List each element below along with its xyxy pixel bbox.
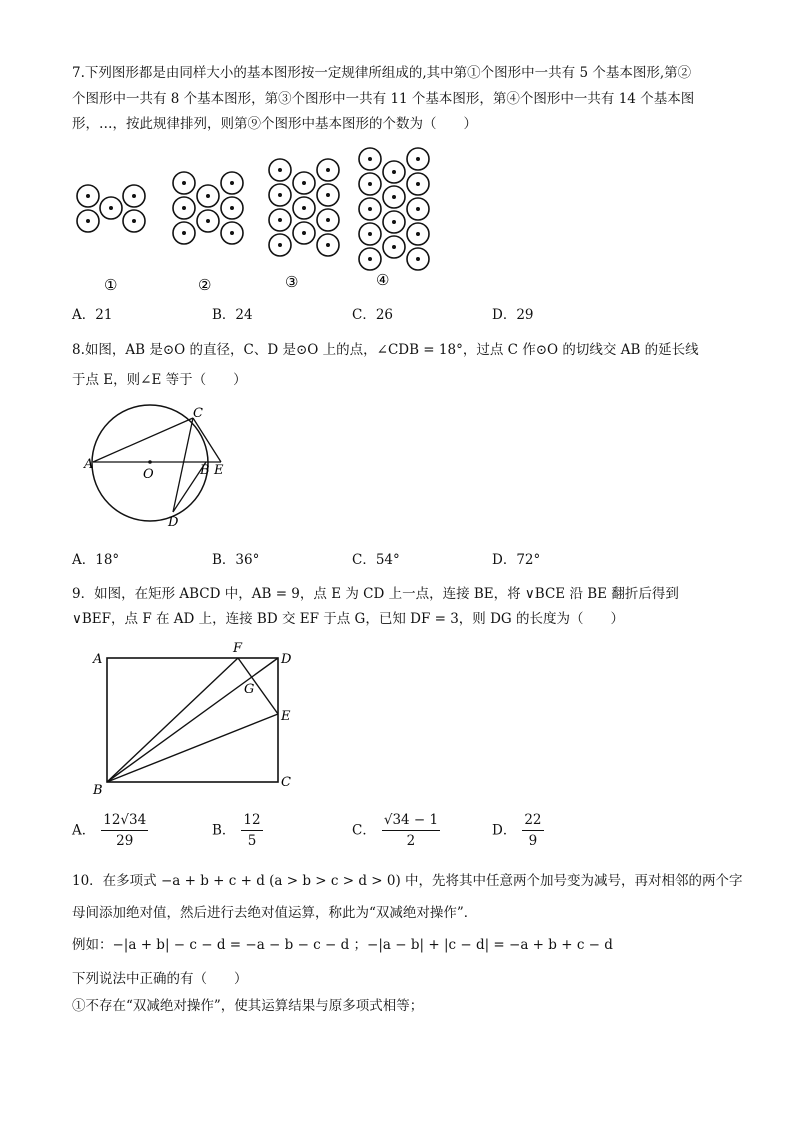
q8-circle-figure <box>80 404 240 534</box>
q9-label-d: D <box>281 652 292 667</box>
q7-text-line-3: 形，…，按此规律排列，则第⑨个图形中基本图形的个数为（ ） <box>72 116 477 132</box>
q10-text-line-1: 10．在多项式 −a + b + c + d (a > b > c > d > 0) 中，先将其中任意两个加号变为减号，再对相邻的两个字 <box>72 873 743 889</box>
q7-figure-label-2: ② <box>198 276 212 294</box>
q7-pattern-figure <box>66 140 446 300</box>
q9-option-c-denominator: 2 <box>406 833 416 849</box>
q7-text-line-2: 个图形中一共有 8 个基本图形，第③个图形中一共有 11 个基本图形，第④个图形中一共有 14 个基本图 <box>72 91 695 107</box>
q10-text-line-2: 母间添加绝对值，然后进行去绝对值运算，称此为“双减绝对操作”． <box>72 905 478 921</box>
q8-text-line-2: 于点 E，则∠E 等于（ ） <box>72 372 247 388</box>
q9-label-e: E <box>281 709 291 724</box>
q9-option-c: C． $\frac{√34 - 1}{2}$ <box>352 812 439 849</box>
q9-option-d-numerator: 22 <box>522 810 543 831</box>
q7-option-d: D．29 <box>492 307 534 323</box>
q9-option-a-denominator: 29 <box>116 833 134 849</box>
q7-figure-label-3: ③ <box>285 273 299 291</box>
q9-option-d: D． $\frac{22}{9}$ <box>492 812 542 849</box>
q8-label-e: E <box>214 463 224 478</box>
q9-label-f: F <box>233 641 243 656</box>
q8-label-c: C <box>193 406 203 421</box>
q7-option-c: C．26 <box>352 307 394 323</box>
q8-label-d: D <box>168 515 179 530</box>
q9-option-a-numerator: 12√34 <box>101 810 148 831</box>
q8-label-b: B <box>200 463 210 478</box>
q8-option-c: C．54° <box>352 552 400 568</box>
q10-text-line-4: 下列说法中正确的有（ ） <box>72 971 248 987</box>
q7-text-line-1: 7.下列图形都是由同样大小的基本图形按一定规律所组成的,其中第①个图形中一共有 5 个基本图形,第② <box>72 65 692 81</box>
q9-option-b: B． $\frac{12}{5}$ <box>212 812 261 849</box>
q8-label-a: A <box>84 457 94 472</box>
q9-label-b: B <box>93 783 103 796</box>
q9-option-a: A． $\frac{12√34}{29}$ <box>72 812 147 849</box>
q8-option-d: D．72° <box>492 552 541 568</box>
q9-label-a: A <box>93 652 103 667</box>
q10-statement-1: ①不存在“双减绝对操作”，使其运算结果与原多项式相等； <box>72 998 424 1014</box>
q8-text-line-1: 8.如图，AB 是⊙O 的直径，C、D 是⊙O 上的点，∠CDB = 18°，过点 C 作⊙O 的切线交 AB 的延长线 <box>72 342 699 358</box>
q8-label-o: O <box>143 467 154 482</box>
q7-figure-label-1: ① <box>104 276 118 294</box>
q9-text-line-1: 9．如图，在矩形 ABCD 中，AB = 9，点 E 为 CD 上一点，连接 BE，将 ∨BCE 沿 BE 翻折后得到 <box>72 586 679 602</box>
q7-figure-label-4: ④ <box>376 271 390 289</box>
q9-label-g: G <box>244 682 255 697</box>
q9-option-b-denominator: 5 <box>247 833 257 849</box>
q10-example-line: 例如：−|a + b| − c − d = −a − b − c − d ；−|a − b| + |c − d| = −a + b + c − d <box>72 937 613 953</box>
q9-rectangle-figure <box>88 638 298 796</box>
q9-label-c: C <box>281 775 291 790</box>
q9-text-line-2: ∨BEF，点 F 在 AD 上，连接 BD 交 EF 于点 G，已知 DF = 3，则 DG 的长度为（ ） <box>72 611 624 627</box>
q7-option-b: B．24 <box>212 307 253 323</box>
q7-option-a: A．21 <box>72 307 113 323</box>
q8-option-a: A．18° <box>72 552 120 568</box>
q9-option-d-denominator: 9 <box>528 833 538 849</box>
q8-option-b: B．36° <box>212 552 260 568</box>
q9-option-b-numerator: 12 <box>241 810 262 831</box>
q9-option-c-numerator: √34 − 1 <box>382 810 440 831</box>
